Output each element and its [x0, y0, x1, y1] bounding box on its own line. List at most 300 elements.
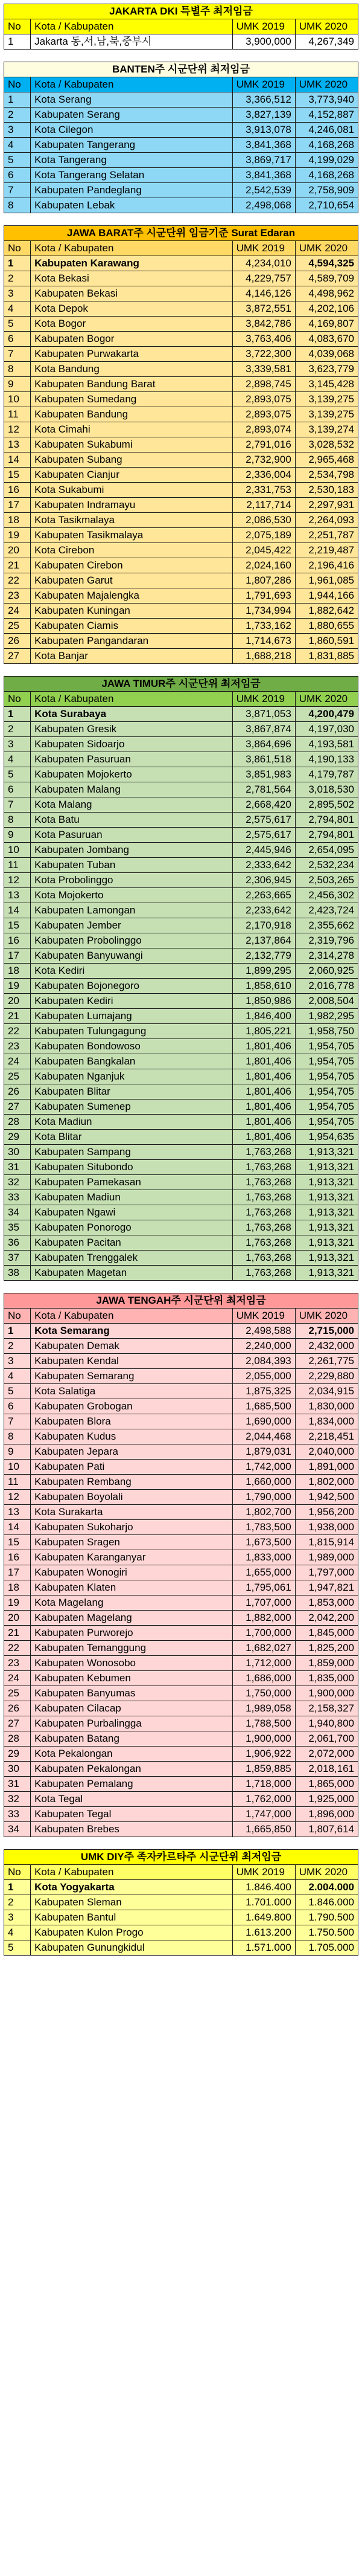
cell-umk-2019: 1,763,268 [232, 1190, 295, 1205]
cell-no: 9 [4, 1444, 31, 1460]
table-row [4, 604, 358, 619]
table-row [4, 1069, 358, 1084]
cell-umk-2019: 2,893,075 [232, 392, 295, 407]
cell-city: Kota Depok [31, 301, 233, 317]
cell-no: 25 [4, 1069, 31, 1084]
cell-umk-2020: 1,954,705 [295, 1100, 358, 1115]
cell-no: 20 [4, 1611, 31, 1626]
cell-umk-2019: 2,333,642 [232, 858, 295, 873]
cell-no: 5 [4, 317, 31, 332]
cell-umk-2020: 2,158,327 [295, 1701, 358, 1716]
cell-umk-2019: 3,861,518 [232, 752, 295, 767]
table-row [4, 513, 358, 528]
cell-city: Kabupaten Situbondo [31, 1160, 233, 1175]
cell-umk-2020: 2,319,796 [295, 933, 358, 948]
wage-table-block-jawa-timur [4, 676, 358, 1281]
cell-umk-2019: 3,900,000 [232, 34, 295, 50]
cell-no: 3 [4, 123, 31, 138]
cell-no: 2 [4, 1895, 31, 1910]
table-row [4, 183, 358, 198]
table-row [4, 347, 358, 362]
cell-no: 23 [4, 1656, 31, 1671]
cell-no: 32 [4, 1792, 31, 1807]
cell-umk-2019: 2,132,779 [232, 948, 295, 964]
header-no: No [4, 241, 31, 256]
table-header-row [4, 1865, 358, 1880]
cell-city: Kabupaten Brebes [31, 1822, 233, 1837]
cell-umk-2019: 1,685,500 [232, 1399, 295, 1414]
table-row [4, 1747, 358, 1762]
table-row [4, 828, 358, 843]
cell-no: 16 [4, 483, 31, 498]
cell-umk-2020: 1,982,295 [295, 1009, 358, 1024]
table-row [4, 543, 358, 558]
cell-umk-2020: 4,197,030 [295, 722, 358, 737]
cell-umk-2019: 1,763,268 [232, 1266, 295, 1281]
cell-umk-2019: 4,229,757 [232, 271, 295, 286]
cell-umk-2020: 4,594,325 [295, 256, 358, 271]
cell-umk-2020: 1.705.000 [295, 1940, 358, 1956]
cell-no: 7 [4, 183, 31, 198]
table-row [4, 452, 358, 468]
cell-no: 7 [4, 797, 31, 813]
cell-umk-2019: 1,665,850 [232, 1822, 295, 1837]
cell-umk-2020: 1,956,200 [295, 1505, 358, 1520]
cell-umk-2020: 2.004.000 [295, 1880, 358, 1895]
table-row [4, 843, 358, 858]
cell-umk-2019: 3,872,551 [232, 301, 295, 317]
cell-city: Kabupaten Bantul [31, 1910, 233, 1925]
cell-umk-2019: 1,700,000 [232, 1626, 295, 1641]
cell-no: 2 [4, 722, 31, 737]
cell-city: Kabupaten Sumedang [31, 392, 233, 407]
table-row [4, 873, 358, 888]
header-city: Kota / Kabupaten [31, 77, 233, 92]
cell-umk-2019: 1,859,885 [232, 1762, 295, 1777]
header-umk-2020: UMK 2020 [295, 241, 358, 256]
cell-umk-2020: 2,965,468 [295, 452, 358, 468]
cell-no: 1 [4, 1880, 31, 1895]
table-row [4, 1384, 358, 1399]
table-row [4, 1054, 358, 1069]
cell-umk-2020: 4,039,068 [295, 347, 358, 362]
table-row [4, 649, 358, 664]
cell-city: Kabupaten Lebak [31, 198, 233, 213]
cell-city: Kabupaten Purwakarta [31, 347, 233, 362]
cell-umk-2019: 2,445,946 [232, 843, 295, 858]
cell-umk-2020: 1,925,000 [295, 1792, 358, 1807]
table-row [4, 286, 358, 301]
cell-city: Kabupaten Madiun [31, 1190, 233, 1205]
cell-umk-2020: 2,355,662 [295, 918, 358, 933]
cell-city: Kabupaten Rembang [31, 1475, 233, 1490]
cell-umk-2020: 2,034,915 [295, 1384, 358, 1399]
cell-umk-2019: 2,117,714 [232, 498, 295, 513]
table-row [4, 813, 358, 828]
cell-no: 17 [4, 498, 31, 513]
cell-no: 5 [4, 1384, 31, 1399]
cell-no: 9 [4, 828, 31, 843]
wage-table-block-banten [4, 62, 358, 213]
table-row [4, 332, 358, 347]
cell-umk-2020: 3,139,275 [295, 407, 358, 422]
cell-umk-2020: 4,200,479 [295, 707, 358, 722]
table-row [4, 138, 358, 153]
cell-umk-2019: 2,781,564 [232, 782, 295, 797]
wage-table-block-jakarta [4, 4, 358, 50]
cell-umk-2020: 4,267,349 [295, 34, 358, 50]
cell-umk-2019: 2,893,074 [232, 422, 295, 437]
header-umk-2019: UMK 2019 [232, 692, 295, 707]
cell-city: Kabupaten Pekalongan [31, 1762, 233, 1777]
cell-city: Kabupaten Gresik [31, 722, 233, 737]
table-row [4, 153, 358, 168]
table-row [4, 558, 358, 573]
cell-no: 19 [4, 528, 31, 543]
cell-umk-2020: 1,947,821 [295, 1580, 358, 1596]
cell-umk-2020: 2,794,801 [295, 813, 358, 828]
cell-city: Kabupaten Bojonegoro [31, 979, 233, 994]
cell-umk-2019: 3,869,717 [232, 153, 295, 168]
cell-umk-2019: 2,498,588 [232, 1324, 295, 1339]
cell-no: 30 [4, 1145, 31, 1160]
cell-no: 24 [4, 1671, 31, 1686]
cell-no: 4 [4, 1925, 31, 1940]
cell-city: Kabupaten Batang [31, 1731, 233, 1747]
cell-city: Kabupaten Sukabumi [31, 437, 233, 452]
cell-city: Kota Yogyakarta [31, 1880, 233, 1895]
cell-umk-2019: 1,763,268 [232, 1251, 295, 1266]
cell-umk-2020: 1,797,000 [295, 1565, 358, 1580]
table-row [4, 528, 358, 543]
cell-umk-2020: 2,654,095 [295, 843, 358, 858]
cell-umk-2020: 2,061,700 [295, 1731, 358, 1747]
table-row [4, 1266, 358, 1281]
cell-umk-2020: 1,938,000 [295, 1520, 358, 1535]
cell-no: 4 [4, 138, 31, 153]
cell-umk-2019: 1,763,268 [232, 1205, 295, 1220]
cell-no: 26 [4, 1701, 31, 1716]
cell-no: 8 [4, 198, 31, 213]
cell-umk-2019: 1,801,406 [232, 1069, 295, 1084]
cell-umk-2019: 3,366,512 [232, 92, 295, 108]
cell-city: Kota Malang [31, 797, 233, 813]
cell-city: Kabupaten Sampang [31, 1145, 233, 1160]
cell-no: 28 [4, 1731, 31, 1747]
cell-umk-2019: 1,763,268 [232, 1160, 295, 1175]
cell-city: Kabupaten Magelang [31, 1611, 233, 1626]
table-row [4, 994, 358, 1009]
table-row [4, 483, 358, 498]
header-umk-2019: UMK 2019 [232, 1309, 295, 1324]
cell-umk-2020: 1,815,914 [295, 1535, 358, 1550]
cell-umk-2020: 2,196,416 [295, 558, 358, 573]
cell-city: Kabupaten Pangandaran [31, 634, 233, 649]
cell-umk-2019: 1,858,610 [232, 979, 295, 994]
cell-city: Kota Madiun [31, 1115, 233, 1130]
cell-city: Kabupaten Temanggung [31, 1641, 233, 1656]
table-row [4, 1671, 358, 1686]
cell-city: Kabupaten Sragen [31, 1535, 233, 1550]
cell-no: 37 [4, 1251, 31, 1266]
cell-city: Kabupaten Pamekasan [31, 1175, 233, 1190]
cell-city: Kabupaten Karawang [31, 256, 233, 271]
cell-city: Kabupaten Purworejo [31, 1626, 233, 1641]
table-row [4, 1716, 358, 1731]
table-row [4, 1505, 358, 1520]
cell-city: Kota Salatiga [31, 1384, 233, 1399]
table-row [4, 933, 358, 948]
wage-table-jakarta [4, 4, 358, 50]
cell-umk-2019: 2,233,642 [232, 903, 295, 918]
table-row [4, 903, 358, 918]
cell-no: 26 [4, 1084, 31, 1100]
cell-city: Kabupaten Kebumen [31, 1671, 233, 1686]
cell-umk-2019: 2,086,530 [232, 513, 295, 528]
cell-no: 34 [4, 1205, 31, 1220]
cell-umk-2019: 1,833,000 [232, 1550, 295, 1565]
table-row [4, 1762, 358, 1777]
cell-no: 1 [4, 1324, 31, 1339]
cell-umk-2020: 1.750.500 [295, 1925, 358, 1940]
cell-no: 8 [4, 1429, 31, 1444]
cell-city: Kota Cilegon [31, 123, 233, 138]
table-title: JAWA BARAT주 시군단위 임금기준 Surat Edaran [4, 226, 358, 241]
table-row [4, 752, 358, 767]
cell-umk-2019: 4,234,010 [232, 256, 295, 271]
cell-city: Kota Probolinggo [31, 873, 233, 888]
table-row [4, 1100, 358, 1115]
cell-city: Kabupaten Tasikmalaya [31, 528, 233, 543]
cell-city: Kabupaten Pacitan [31, 1235, 233, 1251]
cell-no: 16 [4, 1550, 31, 1565]
cell-umk-2019: 1,801,406 [232, 1115, 295, 1130]
table-row [4, 1130, 358, 1145]
cell-city: Kabupaten Pati [31, 1460, 233, 1475]
table-row [4, 797, 358, 813]
cell-no: 21 [4, 558, 31, 573]
cell-no: 28 [4, 1115, 31, 1130]
cell-umk-2020: 1,831,885 [295, 649, 358, 664]
cell-umk-2020: 2,710,654 [295, 198, 358, 213]
cell-city: Kota Magelang [31, 1596, 233, 1611]
cell-no: 31 [4, 1160, 31, 1175]
cell-no: 1 [4, 256, 31, 271]
cell-no: 4 [4, 1369, 31, 1384]
cell-city: Kota Blitar [31, 1130, 233, 1145]
table-row [4, 619, 358, 634]
table-row [4, 1777, 358, 1792]
cell-umk-2019: 2,336,004 [232, 468, 295, 483]
table-row [4, 1084, 358, 1100]
table-title: JAWA TIMUR주 시군단위 최저임금 [4, 677, 358, 692]
cell-umk-2020: 4,179,787 [295, 767, 358, 782]
cell-city: Kabupaten Majalengka [31, 588, 233, 604]
cell-no: 38 [4, 1266, 31, 1281]
table-header-row [4, 1309, 358, 1324]
cell-umk-2019: 2,498,068 [232, 198, 295, 213]
cell-no: 29 [4, 1747, 31, 1762]
cell-city: Kabupaten Jombang [31, 843, 233, 858]
table-header-row [4, 19, 358, 34]
table-row [4, 1611, 358, 1626]
cell-umk-2019: 2,331,753 [232, 483, 295, 498]
cell-umk-2020: 3,145,428 [295, 377, 358, 392]
cell-umk-2020: 4,169,807 [295, 317, 358, 332]
cell-no: 3 [4, 286, 31, 301]
cell-umk-2019: 1,763,268 [232, 1175, 295, 1190]
cell-umk-2020: 1,942,500 [295, 1490, 358, 1505]
cell-city: Kabupaten Cirebon [31, 558, 233, 573]
cell-umk-2019: 4,146,126 [232, 286, 295, 301]
cell-umk-2020: 1,913,321 [295, 1220, 358, 1235]
table-row [4, 782, 358, 797]
table-row [4, 1910, 358, 1925]
cell-umk-2020: 4,589,709 [295, 271, 358, 286]
cell-no: 3 [4, 1354, 31, 1369]
cell-umk-2020: 1,954,635 [295, 1130, 358, 1145]
header-umk-2020: UMK 2020 [295, 77, 358, 92]
cell-umk-2020: 2,297,931 [295, 498, 358, 513]
cell-umk-2020: 1,896,000 [295, 1807, 358, 1822]
cell-city: Kabupaten Bandung Barat [31, 377, 233, 392]
cell-no: 22 [4, 573, 31, 588]
cell-city: Kota Banjar [31, 649, 233, 664]
table-header-row [4, 241, 358, 256]
cell-no: 8 [4, 362, 31, 377]
cell-umk-2019: 1,801,406 [232, 1039, 295, 1054]
table-row [4, 1580, 358, 1596]
cell-umk-2020: 1,913,321 [295, 1266, 358, 1281]
cell-no: 6 [4, 332, 31, 347]
cell-umk-2019: 1,801,406 [232, 1100, 295, 1115]
cell-city: Kabupaten Garut [31, 573, 233, 588]
cell-umk-2019: 3,763,406 [232, 332, 295, 347]
cell-no: 23 [4, 1039, 31, 1054]
cell-city: Kabupaten Wonosobo [31, 1656, 233, 1671]
cell-no: 12 [4, 873, 31, 888]
cell-umk-2020: 1,940,800 [295, 1716, 358, 1731]
cell-umk-2020: 3,139,275 [295, 392, 358, 407]
table-title: JAKARTA DKI 특별주 최저임금 [4, 4, 358, 19]
table-row [4, 198, 358, 213]
cell-umk-2020: 1,891,000 [295, 1460, 358, 1475]
table-title: JAWA TENGAH주 시군단위 최저임금 [4, 1293, 358, 1309]
cell-no: 26 [4, 634, 31, 649]
cell-city: Kabupaten Kuningan [31, 604, 233, 619]
cell-umk-2019: 1,682,027 [232, 1641, 295, 1656]
cell-umk-2020: 4,168,268 [295, 168, 358, 183]
table-row [4, 1324, 358, 1339]
cell-umk-2019: 2,306,945 [232, 873, 295, 888]
cell-city: Kota Pekalongan [31, 1747, 233, 1762]
cell-city: Kota Tangerang [31, 153, 233, 168]
cell-umk-2019: 1,718,000 [232, 1777, 295, 1792]
header-umk-2020: UMK 2020 [295, 692, 358, 707]
cell-umk-2020: 2,794,801 [295, 828, 358, 843]
cell-no: 19 [4, 979, 31, 994]
cell-no: 29 [4, 1130, 31, 1145]
table-row [4, 392, 358, 407]
header-umk-2019: UMK 2019 [232, 1865, 295, 1880]
table-row [4, 256, 358, 271]
table-row [4, 1807, 358, 1822]
cell-city: Kabupaten Kendal [31, 1354, 233, 1369]
cell-no: 16 [4, 933, 31, 948]
table-row [4, 1490, 358, 1505]
cell-umk-2019: 3,913,078 [232, 123, 295, 138]
table-title: BANTEN주 시군단위 최저임금 [4, 62, 358, 77]
wage-table-jawa-timur [4, 676, 358, 1281]
cell-umk-2019: 1,846,400 [232, 1009, 295, 1024]
cell-umk-2020: 2,264,093 [295, 513, 358, 528]
table-row [4, 1251, 358, 1266]
table-row [4, 767, 358, 782]
table-row [4, 1535, 358, 1550]
cell-umk-2020: 2,040,000 [295, 1444, 358, 1460]
cell-umk-2020: 3,028,532 [295, 437, 358, 452]
cell-city: Kabupaten Demak [31, 1339, 233, 1354]
cell-umk-2020: 2,072,000 [295, 1747, 358, 1762]
cell-umk-2019: 1,686,000 [232, 1671, 295, 1686]
table-row [4, 634, 358, 649]
table-row [4, 1686, 358, 1701]
cell-umk-2019: 3,867,874 [232, 722, 295, 737]
cell-city: Kabupaten Pemalang [31, 1777, 233, 1792]
cell-no: 20 [4, 543, 31, 558]
cell-umk-2020: 4,246,081 [295, 123, 358, 138]
cell-umk-2020: 1,880,655 [295, 619, 358, 634]
table-row [4, 964, 358, 979]
cell-no: 2 [4, 1339, 31, 1354]
cell-umk-2019: 1,763,268 [232, 1145, 295, 1160]
cell-no: 7 [4, 1414, 31, 1429]
cell-umk-2019: 1,879,031 [232, 1444, 295, 1460]
cell-umk-2019: 1,791,693 [232, 588, 295, 604]
header-no: No [4, 77, 31, 92]
cell-umk-2020: 1,807,614 [295, 1822, 358, 1837]
cell-city: Kabupaten Magetan [31, 1266, 233, 1281]
cell-umk-2019: 1,790,000 [232, 1490, 295, 1505]
header-city: Kota / Kabupaten [31, 241, 233, 256]
table-row [4, 1009, 358, 1024]
cell-umk-2019: 3,864,696 [232, 737, 295, 752]
cell-no: 12 [4, 422, 31, 437]
cell-umk-2019: 2,893,075 [232, 407, 295, 422]
cell-no: 34 [4, 1822, 31, 1837]
cell-umk-2020: 1,954,705 [295, 1069, 358, 1084]
cell-city: Kabupaten Tulungagung [31, 1024, 233, 1039]
cell-city: Kota Serang [31, 92, 233, 108]
cell-umk-2020: 1.790.500 [295, 1910, 358, 1925]
cell-city: Kabupaten Pandeglang [31, 183, 233, 198]
cell-umk-2020: 1,882,642 [295, 604, 358, 619]
cell-city: Kabupaten Ponorogo [31, 1220, 233, 1235]
cell-umk-2020: 2,042,200 [295, 1611, 358, 1626]
wage-table-jawa-barat [4, 225, 358, 664]
cell-umk-2019: 1,802,700 [232, 1505, 295, 1520]
table-row [4, 1145, 358, 1160]
table-row [4, 1235, 358, 1251]
cell-umk-2019: 1.571.000 [232, 1940, 295, 1956]
cell-umk-2019: 1,673,500 [232, 1535, 295, 1550]
table-row [4, 1701, 358, 1716]
cell-umk-2019: 3,722,300 [232, 347, 295, 362]
cell-city: Kota Pasuruan [31, 828, 233, 843]
cell-umk-2020: 4,202,106 [295, 301, 358, 317]
table-row [4, 1940, 358, 1956]
cell-umk-2019: 1,989,058 [232, 1701, 295, 1716]
